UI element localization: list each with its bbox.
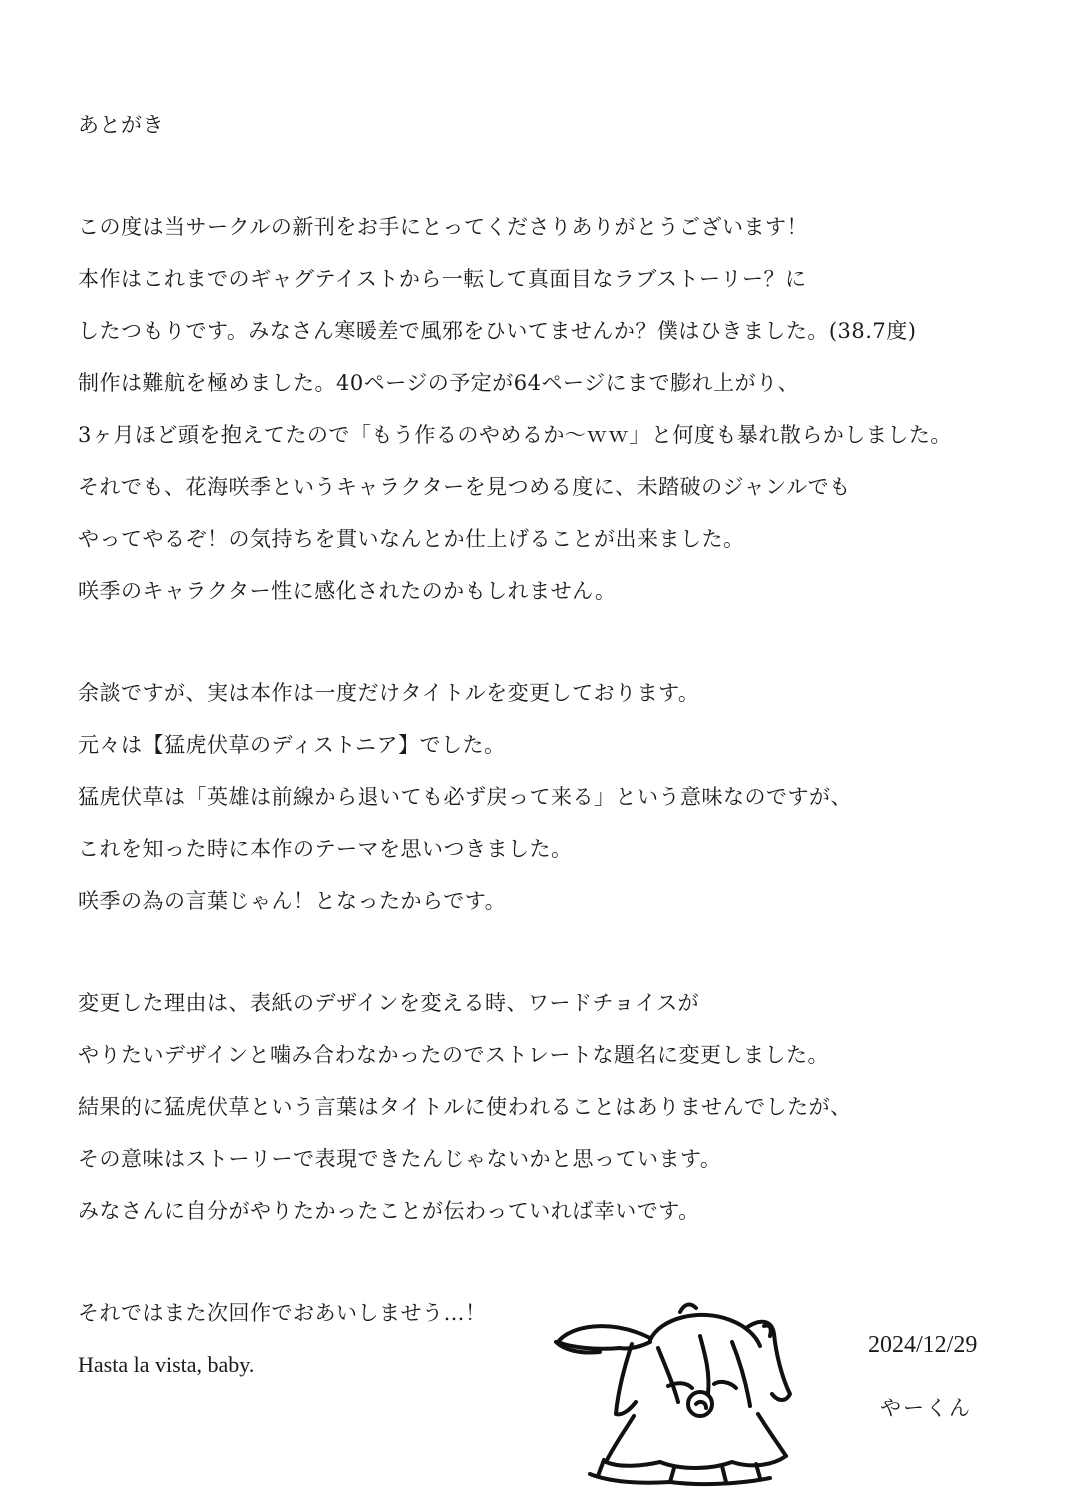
text-line: この度は当サークルの新刊をお手にとってくださりありがとうございます！: [78, 215, 808, 239]
text-line: 結果的に猛虎伏草という言葉はタイトルに使われることはありませんでしたが、: [78, 1095, 852, 1119]
text-line: やりたいデザインと噛み合わなかったのでストレートな題名に変更しました。: [78, 1043, 830, 1067]
chibi-character-sketch-icon: [550, 1298, 810, 1488]
text-line: 元々は【猛虎伏草のディストニア】でした。: [78, 733, 506, 757]
text-line: それでも、花海咲季というキャラクターを見つめる度に、未踏破のジャンルでも: [78, 475, 851, 499]
text-line: これを知った時に本作のテーマを思いつきました。: [78, 837, 573, 861]
text-line: 3ヶ月ほど頭を抱えてたので「もう作るのやめるか〜ｗｗ」と何度も暴れ散らかしました。: [78, 423, 952, 447]
text-line: 咲季の為の言葉じゃん！となったからです。: [78, 889, 507, 913]
text-line: 猛虎伏草は「英雄は前線から退いても必ず戻って来る」という意味なのですが、: [78, 785, 852, 809]
text-line: 変更した理由は、表紙のデザインを変える時、ワードチョイスが: [78, 991, 700, 1015]
text-line: 本作はこれまでのギャグテイストから一転して真面目なラブストーリー？に: [78, 267, 807, 291]
closing-line: Hasta la vista, baby.: [78, 1352, 255, 1377]
text-line: みなさんに自分がやりたかったことが伝わっていれば幸いです。: [78, 1199, 700, 1223]
text-line: それではまた次回作でおあいしませう…！: [78, 1301, 487, 1325]
signature-date: 2024/12/29: [868, 1332, 978, 1358]
text-line: 制作は難航を極めました。40ページの予定が64ページにまで膨れ上がり、: [78, 371, 800, 395]
text-line: やってやるぞ！の気持ちを貫いなんとか仕上げることが出来ました。: [78, 527, 745, 551]
text-line: 咲季のキャラクター性に感化されたのかもしれません。: [78, 579, 617, 603]
text-line: したつもりです。みなさん寒暖差で風邪をひいてませんか？僕はひきました。(38.7度): [78, 319, 917, 343]
text-line: その意味はストーリーで表現できたんじゃないかと思っています。: [78, 1147, 722, 1171]
text-line: 余談ですが、実は本作は一度だけタイトルを変更しております。: [78, 681, 700, 705]
signature-author: やーくん: [880, 1396, 972, 1420]
page-title: あとがき: [78, 113, 164, 137]
